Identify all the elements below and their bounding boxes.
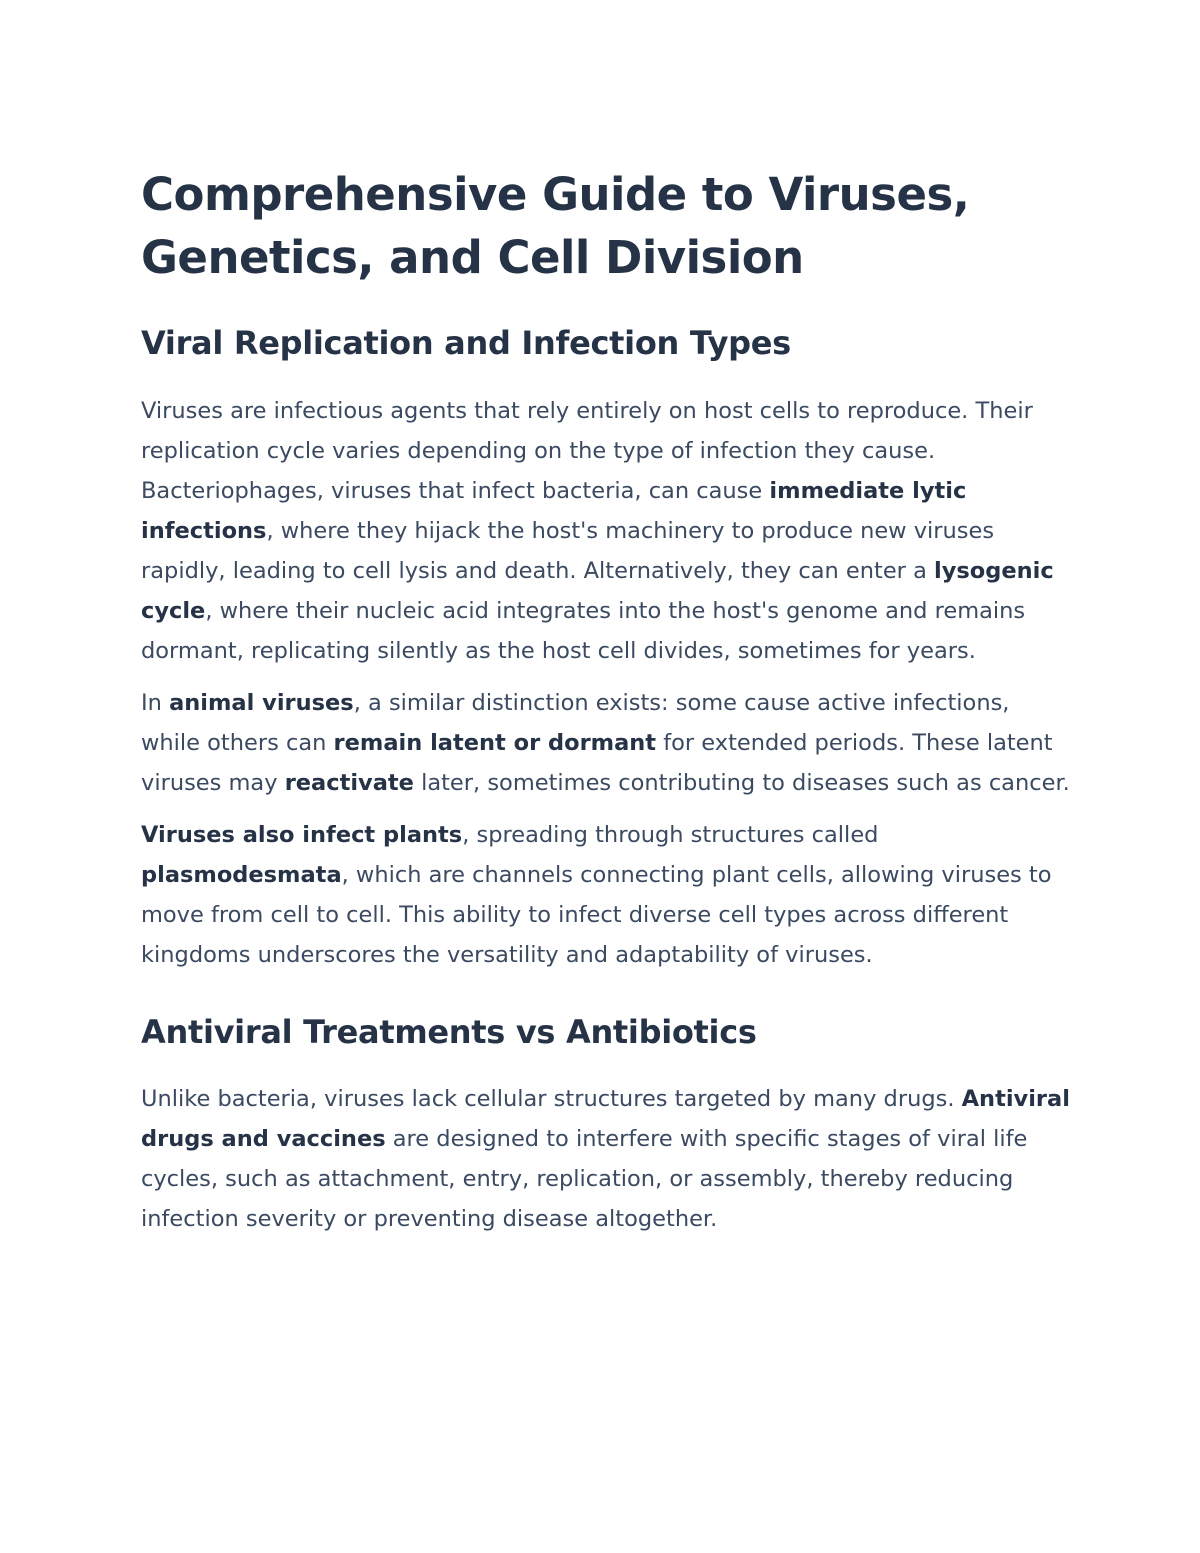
bold-term: immediate lytic infections bbox=[141, 478, 967, 544]
text-run: Unlike bacteria, viruses lack cellular structures targeted by many drugs. bbox=[141, 1086, 962, 1112]
text-run: , where they hijack the host's machinery to produce new viruses rapidly, leading to cell lysis and death. Alternatively, they can enter a bbox=[141, 518, 995, 584]
paragraph-antiviral-drugs bbox=[141, 1079, 1071, 1239]
text-run: , where their nucleic acid integrates into the host's genome and remains dormant, replicating silently as the host cell divides, sometimes for years. bbox=[141, 598, 1026, 664]
text-run: , spreading through structures called bbox=[462, 822, 879, 848]
section-heading-antiviral-treatments: Antiviral Treatments vs Antibiotics bbox=[141, 1013, 757, 1051]
section-heading-viral-replication: Viral Replication and Infection Types bbox=[141, 324, 791, 362]
bold-term: lysogenic cycle bbox=[141, 558, 1054, 624]
paragraph-plant-viruses bbox=[141, 815, 1071, 975]
document-title: Comprehensive Guide to Viruses, Genetics, and Cell Division bbox=[141, 168, 970, 284]
bold-term: reactivate bbox=[284, 770, 414, 796]
text-run: In bbox=[141, 690, 170, 716]
bold-term: remain latent or dormant bbox=[333, 730, 657, 756]
bold-term: animal viruses bbox=[169, 690, 354, 716]
text-run: are designed to interfere with specific stages of viral life cycles, such as attachment, entry, replication, or assembly, thereby reducing infection severity or preventing disease altogether. bbox=[141, 1126, 1028, 1232]
paragraph-viral-replication bbox=[141, 391, 1071, 671]
bold-term: plasmodesmata bbox=[141, 862, 342, 888]
document-page bbox=[141, 163, 1071, 1239]
bold-term: Viruses also infect plants bbox=[141, 822, 463, 848]
paragraph-animal-viruses bbox=[141, 683, 1071, 803]
text-run: , which are channels connecting plant cells, allowing viruses to move from cell to cell. This ability to infect diverse cell types across different kingdoms underscores the versatility and adaptability of viruses. bbox=[141, 862, 1052, 968]
text-run: , a similar distinction exists: some cause active infections, while others can bbox=[141, 690, 1010, 756]
text-run: Viruses are infectious agents that rely entirely on host cells to reproduce. Their replication cycle varies depending on the type of infection they cause. Bacteriophages, viruses that infect bacteria, can cause bbox=[141, 398, 1033, 504]
text-run: later, sometimes contributing to diseases such as cancer. bbox=[413, 770, 1070, 796]
bold-term: Antiviral drugs and vaccines bbox=[141, 1086, 1070, 1152]
text-run: for extended periods. These latent viruses may bbox=[141, 730, 1053, 796]
